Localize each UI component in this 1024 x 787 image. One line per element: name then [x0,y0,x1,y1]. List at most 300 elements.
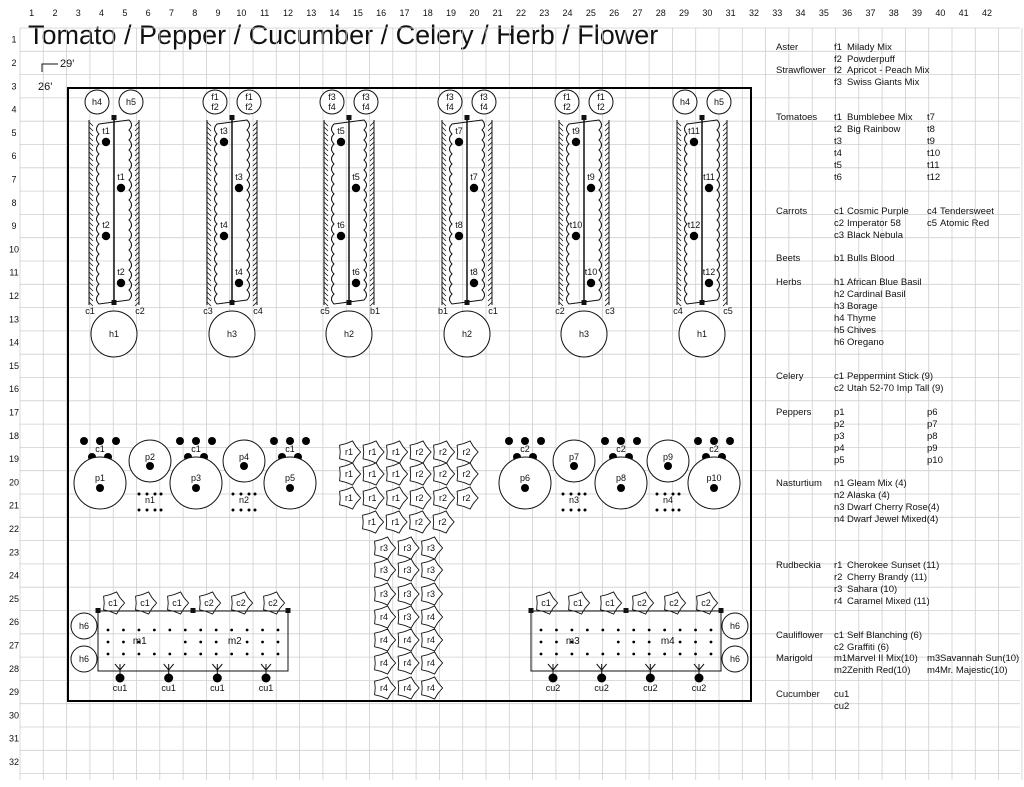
cauliflower-label: c2 [669,598,679,608]
marigold-seed [215,653,218,656]
rudbeckia-bed [340,441,479,699]
companion-label: f4 [446,102,454,113]
pepper-label: p8 [615,473,627,483]
cauliflower-label: c2 [204,598,214,608]
hatch [605,162,609,166]
hatch [207,232,211,236]
hatch [253,227,257,231]
legend-code: p6 [927,407,938,418]
hatch [207,192,211,196]
hatch [135,272,139,276]
row-end-label: b1 [369,306,381,316]
celery-plant [302,437,310,445]
hatch [677,247,681,251]
hatch [253,217,257,221]
legend-code: cu1 [834,689,850,700]
hatch [324,182,328,186]
marigold-seed [632,653,635,656]
hatch [723,127,727,131]
hatch [442,217,446,221]
legend-group: Aster [776,42,799,53]
cauliflower-label: c1 [541,598,551,608]
hatch [324,222,328,226]
tomato-plant [587,279,595,287]
legend-code: h6 [834,337,845,348]
column-label: 29 [679,8,690,18]
marigold-seed [648,653,651,656]
hatch [488,272,492,276]
hatch [207,247,211,251]
marigold-seed [540,641,543,644]
bed-post [286,608,291,613]
trellis-post [347,115,352,120]
rudbeckia-label: r1 [368,469,377,479]
plan-title: Tomato / Pepper / Cucumber / Celery / Herb / Flower [28,20,659,50]
marigold-seed [648,629,651,632]
hatch [442,287,446,291]
tomato-label: t3 [220,126,228,136]
hatch [677,252,681,256]
hatch [559,272,563,276]
legend-code: h1 [834,277,845,288]
tomato-label: t5 [337,126,345,136]
cucumber-label: cu2 [643,683,658,693]
hatch [253,297,257,301]
legend-code: c2 [834,383,845,394]
legend-variety: Cosmic Purple [847,206,909,217]
tomato-label: t10 [584,267,598,277]
hatch [559,262,563,266]
nasturtium-seed [160,493,163,496]
row-end-label: c2 [135,306,145,316]
hatch [559,267,563,271]
marigold-seed [679,629,682,632]
cucumber-plant [213,674,222,683]
hatch [677,257,681,261]
herb-label: h6 [729,621,741,631]
companion-label: f3 [362,92,370,103]
trellis-post [700,300,705,305]
hatch [677,207,681,211]
column-label: 14 [329,8,340,18]
pepper-label: p2 [144,452,156,462]
tomato-label: t8 [470,267,478,277]
column-label: 15 [352,8,363,18]
column-label: 21 [492,8,503,18]
legend-variety: African Blue Basil [847,277,922,288]
hatch [442,232,446,236]
nasturtium-seed [578,509,581,512]
column-label: 10 [236,8,247,18]
legend-code: t1 [834,112,842,123]
nasturtium-seed [160,509,163,512]
hatch [605,252,609,256]
row-end-label: c5 [723,306,733,316]
hatch [324,122,328,126]
companion-label: f1 [211,92,219,103]
column-label: 24 [562,8,573,18]
cucumber-label: cu1 [112,683,128,693]
hatch [370,192,374,196]
hatch [207,152,211,156]
legend-variety: Graffiti (6) [847,642,890,653]
hatch [253,232,257,236]
hatch [324,177,328,181]
marigold-seed [586,653,589,656]
hatch [723,252,727,256]
nasturtium-seed [570,509,573,512]
hatch [324,232,328,236]
tomato-label: t5 [352,172,360,182]
tomato-label: t1 [102,126,110,136]
column-label: 35 [818,8,829,18]
hatch [488,217,492,221]
hatch [135,297,139,301]
legend-group: Strawflower [776,65,826,76]
legend-code: c2 [834,218,845,229]
hatch [677,222,681,226]
nasturtium-seed [656,509,659,512]
row-label: 13 [8,314,20,325]
companion-label: f4 [328,102,336,113]
hatch [605,262,609,266]
hatch [253,142,257,146]
hatch [135,177,139,181]
rudbeckia-label: r4 [426,612,436,622]
legend-code: h5 [834,325,845,336]
hatch [723,262,727,266]
hatch [723,222,727,226]
hatch [559,252,563,256]
hatch [135,157,139,161]
hatch [207,297,211,301]
hatch [559,222,563,226]
hatch [488,207,492,211]
hatch [488,192,492,196]
cauliflower-label: c1 [108,598,118,608]
hatch [207,242,211,246]
legend-variety: Alaska (4) [847,490,890,501]
marigold-seed [617,653,620,656]
cucumber-vine [169,664,174,670]
legend-variety: Gleam Mix (4) [847,478,907,489]
hatch [442,172,446,176]
hatch [207,187,211,191]
column-label: 32 [748,8,759,18]
row-label: 16 [8,384,20,395]
hatch [605,267,609,271]
rudbeckia-label: r1 [391,447,401,457]
hatch [442,157,446,161]
rudbeckia-label: r4 [379,635,389,645]
tomato-label: t2 [102,220,110,230]
hatch [488,177,492,181]
row-label: 10 [8,244,20,255]
row-label: 17 [8,407,20,418]
marigold-seed [617,641,620,644]
legend-code: cu2 [834,701,850,712]
legend-code: f1 [834,42,842,53]
rudbeckia-label: r4 [426,658,436,668]
hatch [207,262,211,266]
tomato-plant [235,184,243,192]
hatch [723,177,727,181]
celery-label: c1 [95,444,105,454]
column-label: 7 [168,8,174,18]
row-label: 5 [11,127,17,138]
hatch [207,137,211,141]
pepper-label: p5 [284,473,296,483]
hatch [370,122,374,126]
hatch [723,297,727,301]
hatch [677,192,681,196]
nasturtium-seed [248,509,251,512]
row-label: 12 [8,290,20,301]
hatch [559,287,563,291]
hatch [253,177,257,181]
legend-variety: Peppermint Stick (9) [847,371,934,382]
marigold-seed [246,641,249,644]
nasturtium-seed [154,509,157,512]
column-label: 22 [515,8,526,18]
hatch [207,207,211,211]
bed-post [529,608,534,613]
cauliflower-label: c2 [701,598,711,608]
legend-variety: Zenith Red(10) [847,665,911,676]
legend-code: p5 [834,455,845,466]
hatch [605,172,609,176]
hatch [324,157,328,161]
legend-code: t7 [927,112,935,123]
row-label: 27 [8,640,20,651]
trellis-post [582,115,587,120]
trellis-post [230,115,235,120]
hatch [135,262,139,266]
marigold-seed [648,641,651,644]
column-label: 1 [29,8,35,18]
hatch [488,252,492,256]
marigold-seed [261,641,264,644]
legend-code: m3 [927,653,941,664]
hatch [677,157,681,161]
cucumber-label: cu2 [545,683,561,693]
row-label: 22 [8,523,20,534]
hatch [135,132,139,136]
marigold-seed [153,629,156,632]
rudbeckia-label: r2 [414,517,424,527]
hatch [253,132,257,136]
companion-label: f3 [328,92,336,103]
hatch [605,207,609,211]
hatch [324,127,328,131]
hatch [677,227,681,231]
hatch [135,197,139,201]
hatch [488,222,492,226]
hatch [253,197,257,201]
depth-dimension: 26' [38,81,53,93]
row-label: 31 [8,733,20,744]
hatch [370,142,374,146]
hatch [442,267,446,271]
hatch [324,242,328,246]
hatch [324,132,328,136]
legend-variety: Dwarf Jewel Mixed(4) [847,514,939,525]
pepper-label: p9 [662,452,674,462]
hatch [677,242,681,246]
tomato-bed [673,90,733,357]
row-label: 7 [11,174,17,185]
rudbeckia-label: r1 [368,493,377,503]
row-label: 18 [8,430,20,441]
tomato-bed [203,90,263,357]
legend-code: t10 [927,148,941,159]
nasturtium-seed [656,493,659,496]
hatch [559,242,563,246]
rudbeckia-label: r1 [344,469,354,479]
celery-label: c2 [709,444,719,454]
column-label: 5 [122,8,128,18]
legend-code: r3 [834,584,843,595]
legend-group: Celery [776,371,804,382]
hatch [723,182,727,186]
nasturtium-label: n3 [568,495,580,505]
nasturtium-seed [146,509,149,512]
rudbeckia-label: r2 [415,447,424,457]
column-label: 28 [655,8,666,18]
legend-variety: Savannah Sun(10) [940,653,1020,664]
column-label: 40 [935,8,946,18]
legend-variety: Mr. Majestic(10) [940,665,1008,676]
hatch [605,202,609,206]
hatch [253,147,257,151]
rudbeckia-label: r3 [403,543,412,553]
column-label: 41 [958,8,969,18]
hatch [488,157,492,161]
column-label: 26 [609,8,620,18]
legend-code: t12 [927,172,941,183]
column-label: 38 [888,8,899,18]
nasturtium-label: n1 [144,495,156,505]
column-label: 4 [99,8,105,18]
hatch [135,207,139,211]
marigold-seed [571,629,574,632]
hatch [135,142,139,146]
hatch [135,187,139,191]
hatch [253,262,257,266]
hatch [370,187,374,191]
tomato-plant [690,138,698,146]
cucumber-vine [645,664,650,670]
hatch [135,217,139,221]
hatch [370,157,374,161]
marigold-seed [710,653,713,656]
marigold-seed [122,641,125,644]
hatch [559,122,563,126]
tomato-label: t6 [352,267,360,277]
marigold-seed [199,653,202,656]
hatch [488,132,492,136]
hatch [253,192,257,196]
hatch [207,252,211,256]
marigold-seed [107,641,110,644]
hatch [677,142,681,146]
hatch [723,242,727,246]
bed-post [191,608,196,613]
hatch [605,127,609,131]
row-label: 32 [8,756,20,767]
cauliflower-label: c2 [637,598,647,608]
marigold-seed [138,629,141,632]
celery-label: c2 [520,444,530,454]
hatch [677,287,681,291]
hatch [135,122,139,126]
legend-group: Rudbeckia [776,560,821,571]
bottom-bed-right [529,592,749,693]
hatch [442,207,446,211]
hatch [559,257,563,261]
celery-plant [694,437,702,445]
hatch [324,267,328,271]
hatch [370,137,374,141]
cauliflower-label: c1 [140,598,150,608]
hatch [488,147,492,151]
hatch [559,162,563,166]
pepper-label: p1 [94,473,106,483]
row-label: 2 [11,57,17,68]
herb-label: h3 [226,329,238,339]
hatch [370,262,374,266]
legend-code: m1 [834,653,848,664]
marigold-seed [555,641,558,644]
legend-code: c4 [927,206,938,217]
hatch [559,132,563,136]
hatch [442,182,446,186]
hatch [559,217,563,221]
column-label: 11 [259,8,270,18]
hatch [723,267,727,271]
legend-code: h4 [834,313,845,324]
legend-variety: Black Nebula [847,230,903,241]
hatch [723,272,727,276]
tomato-label: t7 [470,172,478,182]
hatch [207,197,211,201]
legend-code: t5 [834,160,842,171]
trellis-post [465,300,470,305]
pepper-stem [96,484,104,492]
rudbeckia-label: r4 [403,683,412,693]
marigold-seed [230,653,233,656]
hatch [605,122,609,126]
hatch [723,137,727,141]
row-label: 23 [8,547,20,558]
legend-code: c1 [834,206,845,217]
legend-variety: Atomic Red [940,218,990,229]
hatch [207,172,211,176]
hatch [370,127,374,131]
row-label: 9 [11,221,17,232]
companion-label: f1 [563,92,571,103]
hatch [723,227,727,231]
marigold-seed [694,653,697,656]
hatch [207,272,211,276]
hatch [370,277,374,281]
marigold-label: m4 [660,636,675,647]
dimension-mark [42,64,58,72]
nasturtium-seed [664,509,667,512]
legend-code: r1 [834,560,843,571]
rudbeckia-label: r3 [379,589,389,599]
hatch [723,142,727,146]
